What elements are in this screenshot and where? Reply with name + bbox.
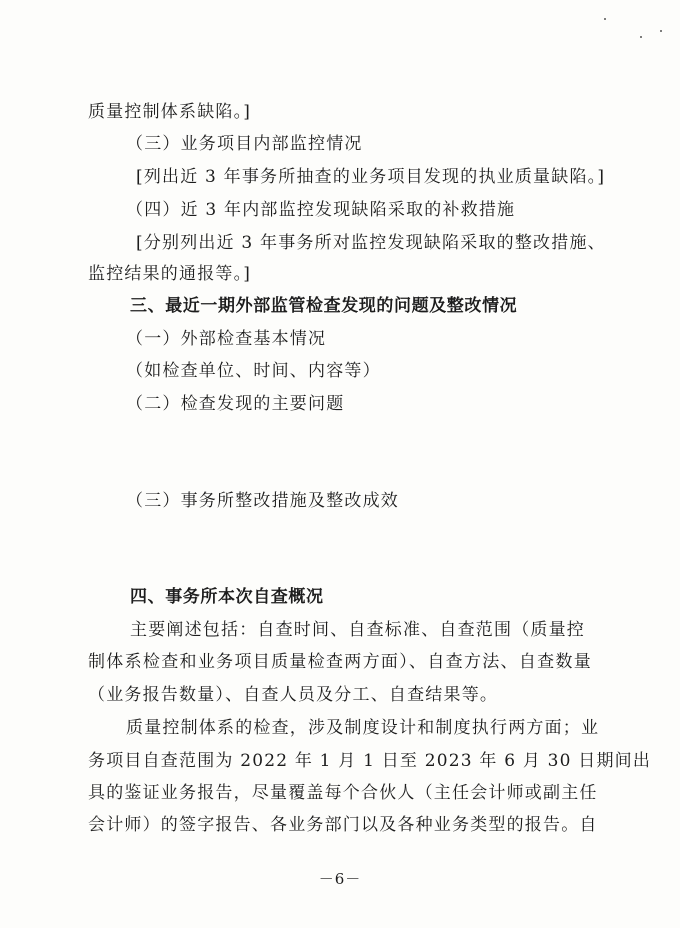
text-line: （三）业务项目内部监控情况 — [126, 134, 363, 154]
text-line: 具的鉴证业务报告，尽量覆盖每个合伙人（主任会计师或副主任 — [88, 783, 598, 803]
text-line: [分别列出近 3 年事务所对监控发现缺陷采取的整改措施、 — [136, 233, 606, 253]
text-line: （二）检查发现的主要问题 — [126, 394, 345, 414]
text-line: （四）近 3 年内部监控发现缺陷采取的补救措施 — [126, 200, 516, 220]
section-heading: 三、最近一期外部监管检查发现的问题及整改情况 — [130, 296, 518, 316]
text-line: 制体系检查和业务项目质量检查两方面）、自查方法、自查数量 — [88, 652, 592, 672]
text-line: （三）事务所整改措施及整改成效 — [126, 491, 399, 511]
text-line: 会计师）的签字报告、各业务部门以及各种业务类型的报告。自 — [88, 815, 598, 835]
text-line: [列出近 3 年事务所抽查的业务项目发现的执业质量缺陷。] — [136, 167, 606, 187]
text-line: （业务报告数量）、自查人员及分工、自查结果等。 — [88, 685, 499, 705]
page-number: －6－ — [318, 870, 362, 888]
text-line: （如检查单位、时间、内容等） — [126, 361, 381, 381]
scan-speck — [640, 36, 642, 38]
text-line: 务项目自查范围为 2022 年 1 月 1 日至 2023 年 6 月 30 日期间出 — [88, 751, 652, 771]
text-line: 质量控制体系的检查，涉及制度设计和制度执行两方面；业 — [126, 718, 600, 738]
text-line: （一）外部检查基本情况 — [126, 329, 327, 349]
text-line: 监控结果的通报等。] — [88, 264, 252, 284]
scan-speck — [604, 18, 606, 20]
scan-speck — [660, 30, 662, 32]
text-line: 质量控制体系缺陷。] — [88, 102, 252, 122]
text-line: 主要阐述包括：自查时间、自查标准、自查范围（质量控 — [130, 620, 585, 640]
section-heading: 四、事务所本次自查概况 — [130, 587, 324, 607]
